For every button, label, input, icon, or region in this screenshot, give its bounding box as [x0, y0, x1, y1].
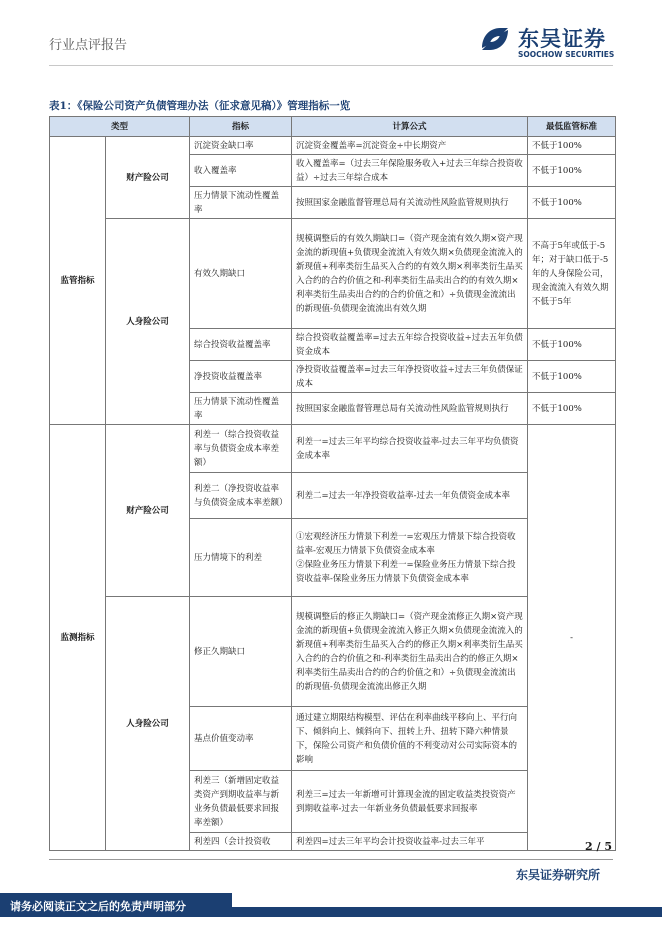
formula-cell: 利差四=过去三年平均会计投资收益率-过去三年平 [292, 833, 528, 851]
indicator-cell: 基点价值变动率 [190, 707, 292, 771]
table-row [50, 137, 616, 155]
table-header-row [50, 117, 616, 137]
indicator-table [49, 116, 616, 851]
header-divider [49, 65, 613, 66]
footer-organization: 东吴证券研究所 [515, 868, 600, 882]
monitoring-standard-cell: - [528, 425, 616, 851]
standard-cell: 不低于100% [528, 187, 616, 219]
soochow-logo-icon [478, 22, 512, 56]
indicator-cell: 压力情景下流动性覆盖率 [190, 393, 292, 425]
standard-cell: 不低于100% [528, 361, 616, 393]
header-doc-type: 行业点评报告 [49, 38, 128, 53]
indicator-cell: 有效久期缺口 [190, 219, 292, 329]
standard-cell: 不高于5年或低于-5年；对于缺口低于-5年的人身保险公司，现金流流入有效久期不低于5年 [528, 219, 616, 329]
footer-color-bar [232, 907, 662, 917]
formula-cell: 净投资收益覆盖率=过去三年净投资收益÷过去三年负债保证成本 [292, 361, 528, 393]
company-logo [478, 22, 628, 62]
disclaimer-banner [0, 893, 232, 917]
header-indicator: 指标 [190, 117, 292, 137]
formula-cell: 按照国家金融监督管理总局有关流动性风险监管规则执行 [292, 187, 528, 219]
table-row [50, 425, 616, 473]
standard-cell: 不低于100% [528, 329, 616, 361]
logo-chinese-text: 东吴证券 [518, 27, 606, 51]
standard-cell: 不低于100% [528, 155, 616, 187]
formula-cell: 利差一=过去三年平均综合投资收益率-过去三年平均负债资金成本率 [292, 425, 528, 473]
indicator-cell: 利差三（新增固定收益类资产到期收益率与新业务负债最低要求回报率差额） [190, 771, 292, 833]
formula-cell: 规模调整后的修正久期缺口=（资产现金流修正久期×资产现金流的新现值+负债现金流流入修正久期×负债现金流流入的新现值+利率类衍生品买入合约的修正久期×利率类衍生品买入合约的合约价值之和-利率类衍生品卖出合约的修正久期×利率类衍生品卖出合约的合约价值之和）÷负债现金流流出的新现值-负债现金流流出修正久期 [292, 597, 528, 707]
footer-divider [49, 859, 613, 860]
formula-cell: 沉淀资金覆盖率=沉淀资金÷中长期资产 [292, 137, 528, 155]
formula-cell: 利差三=过去一年新增可计算现金流的固定收益类投资资产到期收益率-过去一年新业务负债最低要求回报率 [292, 771, 528, 833]
indicator-cell: 利差二（净投资收益率与负债资金成本率差额） [190, 473, 292, 519]
page-number: 2 / 5 [585, 840, 612, 853]
logo-english-text: SOOCHOW SECURITIES [518, 50, 615, 59]
indicator-cell: 利差一（综合投资收益率与负债资金成本率差额） [190, 425, 292, 473]
group-pc-monitoring: 财产险公司 [106, 425, 190, 597]
formula-cell: 规模调整后的有效久期缺口=（资产现金流有效久期×资产现金流的新现值+负债现金流流入有效久期×负债现金流流入的新现值+利率类衍生品买入合约的有效久期×利率类衍生品买入合约的合约价值之和-利率类衍生品卖出合约的有效久期×利率类衍生品卖出合约的合约价值之和）÷负债现金流流出的新现值-负债现金流流出有效久期 [292, 219, 528, 329]
indicator-cell: 压力情景下流动性覆盖率 [190, 187, 292, 219]
formula-cell: ①宏观经济压力情景下利差一=宏观压力情景下综合投资收益率-宏观压力情景下负债资金成本率 ②保险业务压力情景下利差一=保险业务压力情景下综合投资收益率-保险业务压力情景下负债资金成本率 [292, 519, 528, 597]
table-caption: 表1：《保险公司资产负债管理办法（征求意见稿）》管理指标一览 [49, 100, 351, 112]
standard-cell: 不低于100% [528, 393, 616, 425]
indicator-cell: 沉淀资金缺口率 [190, 137, 292, 155]
indicator-cell: 压力情境下的利差 [190, 519, 292, 597]
indicator-cell: 综合投资收益覆盖率 [190, 329, 292, 361]
indicator-cell: 修正久期缺口 [190, 597, 292, 707]
indicator-cell: 收入覆盖率 [190, 155, 292, 187]
formula-cell: 利差二=过去一年净投资收益率-过去一年负债资金成本率 [292, 473, 528, 519]
formula-cell: 收入覆盖率=（过去三年保险服务收入+过去三年综合投资收益）÷过去三年综合成本 [292, 155, 528, 187]
standard-cell: 不低于100% [528, 137, 616, 155]
group-supervision: 监管指标 [50, 137, 106, 425]
disclaimer-text: 请务必阅读正文之后的免责声明部分 [10, 900, 186, 913]
formula-cell: 综合投资收益覆盖率=过去五年综合投资收益÷过去五年负债资金成本 [292, 329, 528, 361]
group-monitoring: 监测指标 [50, 425, 106, 851]
header-type: 类型 [50, 117, 190, 137]
table-row [50, 219, 616, 329]
indicator-cell: 净投资收益覆盖率 [190, 361, 292, 393]
formula-cell: 通过建立期限结构模型、评估在利率曲线平移向上、平行向下、倾斜向上、倾斜向下、扭转上升、扭转下降六种情景下，保险公司资产和负债价值的不利变动对公司实际资本的影响 [292, 707, 528, 771]
group-life-supervision: 人身险公司 [106, 219, 190, 425]
header-formula: 计算公式 [292, 117, 528, 137]
indicator-cell: 利差四（会计投资收 [190, 833, 292, 851]
formula-cell: 按照国家金融监督管理总局有关流动性风险监管规则执行 [292, 393, 528, 425]
group-life-monitoring: 人身险公司 [106, 597, 190, 851]
header-standard: 最低监管标准 [528, 117, 616, 137]
group-pc-supervision: 财产险公司 [106, 137, 190, 219]
